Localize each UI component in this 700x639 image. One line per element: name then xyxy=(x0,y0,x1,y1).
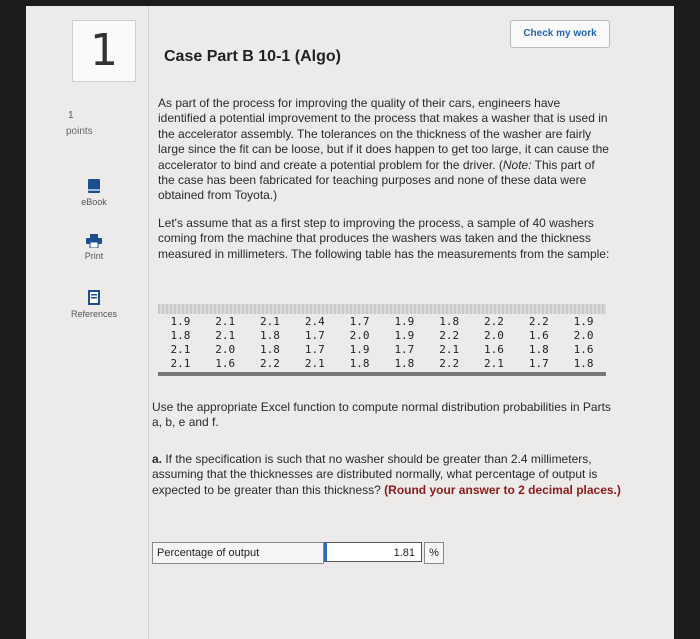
part-a-label: a. xyxy=(152,452,163,466)
table-cell: 2.1 xyxy=(170,342,191,356)
check-my-work-button[interactable]: Check my work xyxy=(510,20,610,48)
table-cell: 1.8 xyxy=(260,328,280,342)
table-cell: 1.8 xyxy=(349,356,370,370)
table-cell: 2.2 xyxy=(484,314,504,328)
table-row xyxy=(158,328,606,342)
answer-input[interactable]: 1.81 xyxy=(324,542,422,562)
assignment-page xyxy=(26,6,674,639)
table-cell: 2.1 xyxy=(260,314,280,328)
table-cell: 2.2 xyxy=(439,356,460,370)
table-row xyxy=(158,314,606,328)
intro-paragraph xyxy=(158,96,610,204)
table-cell: 1.9 xyxy=(170,314,191,328)
answer-label: Percentage of output xyxy=(152,542,324,564)
table-cell: 2.1 xyxy=(484,356,504,370)
table-cell: 1.7 xyxy=(304,328,325,342)
table-cell: 1.8 xyxy=(170,328,191,342)
table-cell: 1.6 xyxy=(215,356,236,370)
table-cell: 2.1 xyxy=(304,356,325,370)
table-bottom-bar xyxy=(158,372,606,376)
table-cell: 1.9 xyxy=(394,328,415,342)
intro-note-text: This part of the case has been fabricated for teaching purposes and none of these data were obtained from Toyota.) xyxy=(158,157,595,203)
question-sidebar xyxy=(26,6,149,639)
table-row xyxy=(158,342,606,356)
case-title: Case Part B 10-1 (Algo) xyxy=(164,48,341,65)
ebook-link[interactable] xyxy=(44,178,144,207)
table-cell: 2.2 xyxy=(528,314,549,328)
table-header-bar xyxy=(158,304,606,314)
instruction-paragraph: Use the appropriate Excel function to compute normal distribution probabilities in Parts a, b, e and f. xyxy=(152,400,611,430)
part-a-text: If the specification is such that no washer should be greater than 2.4 millimeters, assuming that the thicknesses are distributed normally, what percentage of output is expected to be greater than this thickness? xyxy=(152,452,598,497)
table-cell: 1.6 xyxy=(528,328,549,342)
table-cell: 1.7 xyxy=(528,356,549,370)
table-cell: 1.9 xyxy=(573,314,594,328)
table-cell: 2.0 xyxy=(349,328,370,342)
printer-icon xyxy=(86,234,102,248)
table-cell: 1.8 xyxy=(528,342,549,356)
table-cell: 1.7 xyxy=(349,314,370,328)
table-cell: 2.1 xyxy=(439,342,460,356)
print-label: Print xyxy=(84,251,104,261)
references-link[interactable] xyxy=(44,290,144,319)
book-icon xyxy=(87,178,101,194)
table-cell: 2.0 xyxy=(215,342,236,356)
table-cell: 1.8 xyxy=(260,342,280,356)
answer-unit: % xyxy=(424,542,444,564)
table-row xyxy=(158,356,606,370)
table-cell: 2.2 xyxy=(439,328,460,342)
measurement-table xyxy=(158,304,606,376)
table-cell: 1.7 xyxy=(394,342,415,356)
points-value: 1 xyxy=(68,110,74,121)
points-label: points xyxy=(66,126,93,137)
print-link[interactable] xyxy=(44,234,144,261)
note-label: Note: xyxy=(502,157,532,172)
sample-paragraph: Let's assume that as a first step to improving the process, a sample of 40 washers coming from the machine that produces the washers was taken and the thickness measured in millimeters. The following table has the measurements from the sample: xyxy=(158,216,610,261)
intro-text: As part of the process for improving the quality of their cars, engineers have identified a potential improvement to the process that makes a washer that is used in the accelerator assembly. The tolerances on the thickness of the washer are fairly large since the fit can be loose, but if it does happen to get too large, it can cause the accelerator to bind and create a potential problem for the driver. ( xyxy=(158,96,609,172)
table-cell: 2.1 xyxy=(215,314,236,328)
table-cell: 2.0 xyxy=(573,328,594,342)
table-cell: 1.6 xyxy=(484,342,504,356)
references-label: References xyxy=(70,309,118,319)
document-icon xyxy=(87,290,101,306)
table-cell: 2.0 xyxy=(484,328,504,342)
part-a-question xyxy=(152,452,622,498)
table-cell: 2.1 xyxy=(170,356,191,370)
table-cell: 1.8 xyxy=(439,314,460,328)
ebook-label: eBook xyxy=(81,197,107,207)
table-cell: 1.8 xyxy=(573,356,594,370)
table-cell: 1.6 xyxy=(573,342,594,356)
table-cell: 1.7 xyxy=(304,342,325,356)
rounding-instruction: (Round your answer to 2 decimal places.) xyxy=(384,482,621,497)
answer-row xyxy=(152,542,450,564)
table-cell: 1.8 xyxy=(394,356,415,370)
table-cell: 2.1 xyxy=(215,328,236,342)
table-cell: 1.9 xyxy=(394,314,415,328)
table-cell: 2.2 xyxy=(260,356,280,370)
table-cell: 2.4 xyxy=(304,314,325,328)
question-number[interactable]: 1 xyxy=(72,20,136,82)
table-cell: 1.9 xyxy=(349,342,370,356)
